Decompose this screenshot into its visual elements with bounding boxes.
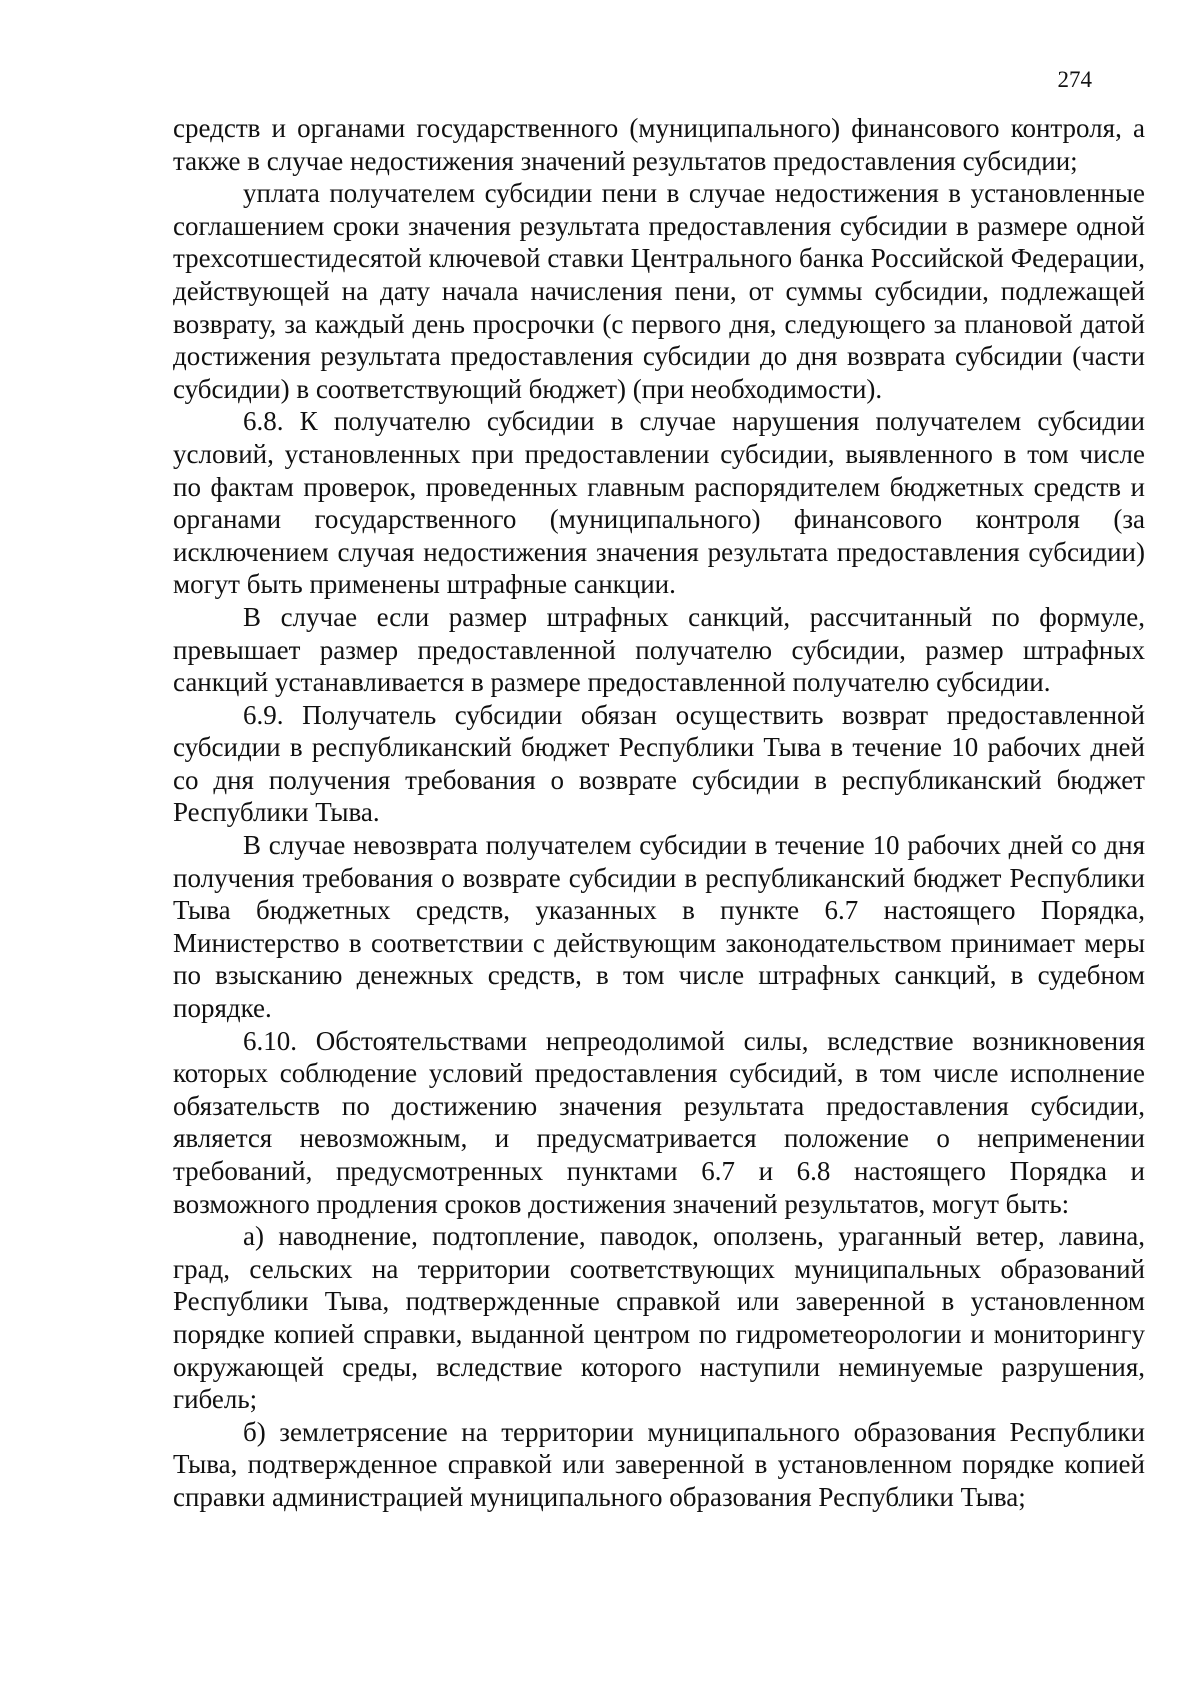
paragraph: б) землетрясение на территории муниципального образования Республики Тыва, подтвержденное справкой или заверенной в установленном порядке копией справки администрацией муниципального образования Республики Тыва; [173, 1416, 1145, 1512]
paragraph: В случае невозврата получателем субсидии в течение 10 рабочих дней со дня получения требования о возврате субсидии в республиканский бюджет Республики Тыва бюджетных средств, указанных в пункте 6.7 настоящего Порядка, Министерство в соответствии с действующим законодательством принимает меры по взысканию денежных средств, в том числе штрафных санкций, в судебном порядке. [173, 830, 1145, 1024]
paragraph: 6.9. Получатель субсидии обязан осуществить возврат предоставленной субсидии в республиканский бюджет Республики Тыва в течение 10 рабочих дней со дня получения требования о возврате субсидии в республиканский бюджет Республики Тыва. [173, 699, 1145, 828]
paragraph: 6.10. Обстоятельствами непреодолимой силы, вследствие возникновения которых соблюдение условий предоставления субсидий, в том числе исполнение обязательств по достижению значения результата предоставления субсидии, является невозможным, и предусматривается положение о неприменении требований, предусмотренных пунктами 6.7 и 6.8 настоящего Порядка и возможного продления сроков достижения значений результатов, могут быть: [173, 1025, 1145, 1219]
page-number: 274 [1057, 67, 1092, 92]
paragraph: В случае если размер штрафных санкций, рассчитанный по формуле, превышает размер предоставленной получателю субсидии, размер штрафных санкций устанавливается в размере предоставленной получателю субсидии. [173, 601, 1145, 698]
paragraph: средств и органами государственного (муниципального) финансового контроля, а также в случае недостижения значений результатов предоставления субсидии; [173, 113, 1145, 176]
paragraph: а) наводнение, подтопление, паводок, оползень, ураганный ветер, лавина, град, сельских на территории соответствующих муниципальных образований Республики Тыва, подтвержденные справкой или заверенной в установленном порядке копией справки, выданной центром по гидрометеорологии и мониторингу окружающей среды, вследствие которого наступили неминуемые разрушения, гибель; [173, 1221, 1145, 1415]
paragraph: 6.8. К получателю субсидии в случае нарушения получателем субсидии условий, установленных при предоставлении субсидии, выявленного в том числе по фактам проверок, проведенных главным распорядителем бюджетных средств и органами государственного (муниципального) финансового контроля (за исключением случая недостижения значения результата предоставления субсидии) могут быть применены штрафные санкции. [173, 406, 1145, 600]
body-text [173, 112, 1145, 1514]
paragraph: уплата получателем субсидии пени в случае недостижения в установленные соглашением сроки значения результата предоставления субсидии в размере одной трехсотшестидесятой ключевой ставки Центрального банка Российской Федерации, действующей на дату начала начисления пени, от суммы субсидии, подлежащей возврату, за каждый день просрочки (с первого дня, следующего за плановой датой достижения результата предоставления субсидии до дня возврата субсидии (части субсидии) в соответствующий бюджет) (при необходимости). [173, 178, 1145, 404]
